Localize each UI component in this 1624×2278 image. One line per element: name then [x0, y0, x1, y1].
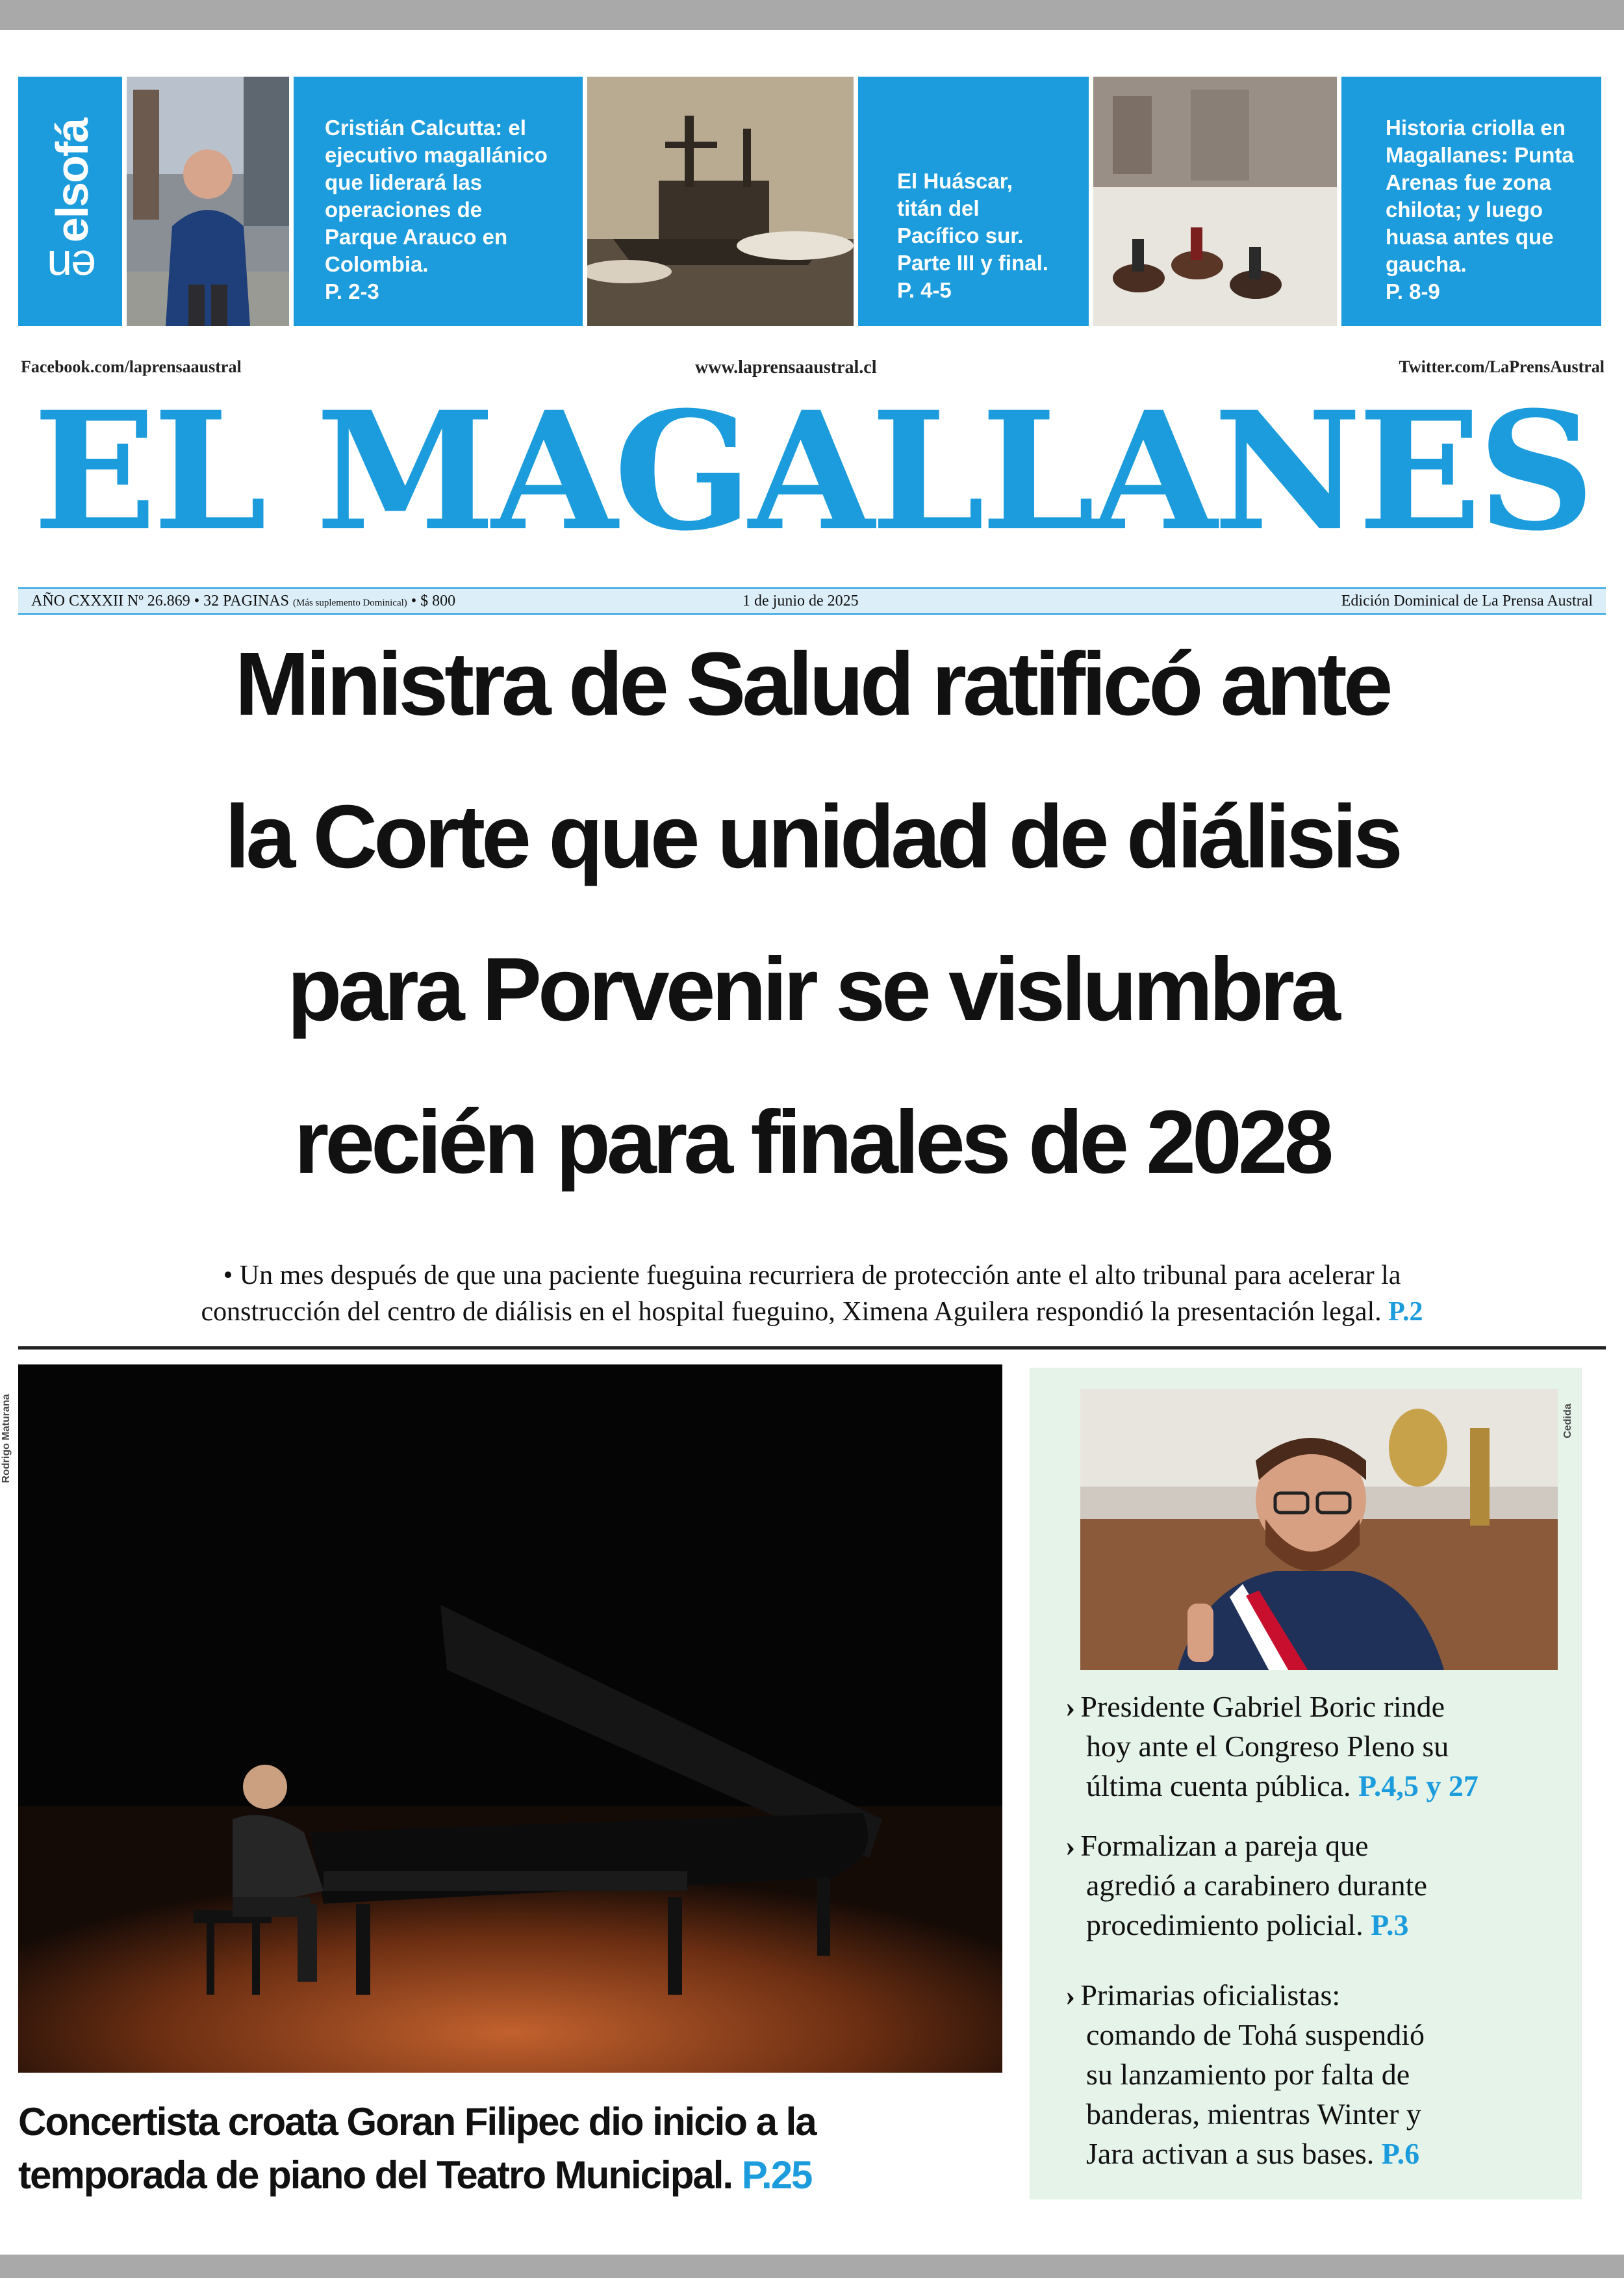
dateline-bar	[18, 587, 1606, 615]
promo-1-line: Parque Arauco en	[325, 225, 508, 249]
brief-line: Formalizan a pareja que	[1080, 1829, 1369, 1862]
brief-line: última cuenta pública.	[1086, 1769, 1351, 1802]
promo-1-line: que liderará las	[325, 170, 483, 194]
brief-item-boric[interactable]	[1065, 1687, 1572, 1806]
edition-info-group	[31, 593, 455, 610]
brief-line: comando de Tohá suspendió	[1086, 2018, 1425, 2051]
caption-line: Concertista croata Goran Filipec dio inicio a la	[18, 2100, 816, 2144]
promo-3-line: huasa antes que	[1386, 225, 1554, 249]
lead-line: • Un mes después de que una paciente fueguina recurriera de protección ante el alto tribunal para acelerar la	[223, 1261, 1401, 1290]
main-lead	[71, 1257, 1553, 1330]
brief-line: procedimiento policial.	[1086, 1908, 1364, 1941]
promo-photo-riders[interactable]	[1093, 77, 1337, 326]
promo-3-line: chilota; y luego	[1386, 198, 1543, 222]
photo-caption[interactable]	[18, 2095, 1019, 2202]
brief-line: hoy ante el Congreso Pleno su	[1086, 1730, 1449, 1763]
piano-photo[interactable]	[18, 1364, 1002, 2073]
edition-info: AÑO CXXXII Nº 26.869 • 32 PAGINAS	[31, 593, 289, 609]
photo-credit: Rodrigo Maturana	[1, 1394, 12, 1483]
brief-line: banderas, mientras Winter y	[1086, 2097, 1421, 2131]
brand-prefix: en	[48, 241, 96, 292]
promo-photo-executive[interactable]	[127, 77, 289, 326]
promo-3-line: Magallanes: Punta	[1386, 143, 1574, 167]
promo-1-line: ejecutivo magallánico	[325, 143, 548, 167]
scan-border-top	[0, 0, 1624, 30]
promo-2-line: El Huáscar,	[897, 169, 1013, 193]
brief-page-ref[interactable]: P.6	[1381, 2137, 1420, 2170]
brief-page-ref[interactable]: P.3	[1371, 1908, 1409, 1941]
brief-page-ref[interactable]: P.4,5 y 27	[1358, 1769, 1478, 1802]
promo-photo-huascar[interactable]	[587, 77, 854, 326]
promo-1-line: operaciones de	[325, 198, 483, 222]
brief-item-carabinero[interactable]	[1065, 1826, 1572, 1945]
promo-card-2[interactable]	[858, 77, 1089, 326]
section-divider	[18, 1346, 1606, 1350]
promo-1-line: Colombia.	[325, 252, 429, 276]
chevron-right-icon: ›	[1065, 1829, 1076, 1862]
brief-line: Primarias oficialistas:	[1080, 1978, 1341, 2012]
headline-line: Ministra de Salud ratificó ante	[235, 634, 1389, 734]
brief-line: su lanzamiento por falta de	[1086, 2058, 1410, 2091]
promo-1-page: P. 2-3	[325, 279, 379, 303]
price: • $ 800	[411, 593, 456, 609]
headline-line: recién para finales de 2028	[294, 1092, 1330, 1192]
sidebar-photo-credit: Cedida	[1562, 1403, 1573, 1439]
brief-line: agredió a carabinero durante	[1086, 1869, 1427, 1902]
website-link[interactable]: www.laprensaaustral.cl	[695, 357, 877, 378]
headline-line: la Corte que unidad de diálisis	[225, 787, 1399, 887]
newspaper-title: EL MAGALLANES	[32, 376, 1592, 567]
promo-3-line: Historia criolla en	[1386, 116, 1566, 140]
president-photo[interactable]	[1080, 1389, 1558, 1670]
promo-2-line: Parte III y final.	[897, 251, 1048, 275]
brief-item-primarias[interactable]	[1065, 1975, 1572, 2173]
issue-date: 1 de junio de 2025	[742, 593, 859, 609]
scan-border-bottom	[0, 2255, 1624, 2278]
caption-line: temporada de piano del Teatro Municipal.	[18, 2153, 733, 2197]
brand-enelsofa	[23, 91, 121, 318]
facebook-link[interactable]: Facebook.com/laprensaaustral	[21, 357, 242, 376]
promo-2-line: titán del	[897, 196, 980, 220]
promo-3-line: Arenas fue zona	[1386, 170, 1551, 194]
brand-main: elsofá	[47, 118, 97, 243]
edition-name: Edición Dominical de La Prensa Austral	[1341, 593, 1593, 609]
brief-line: Jara activan a sus bases.	[1086, 2137, 1375, 2170]
promo-3-line: gaucha.	[1386, 252, 1467, 276]
chevron-right-icon: ›	[1065, 1978, 1076, 2012]
promo-2-line: Pacífico sur.	[897, 224, 1024, 248]
promo-3-page: P. 8-9	[1386, 279, 1440, 303]
sidebar-credit-rotated	[1560, 1390, 1576, 1455]
lead-line: construcción del centro de diálisis en el hospital fueguino, Ximena Aguilera respondió la presentación legal.	[201, 1297, 1382, 1327]
caption-page-ref[interactable]: P.25	[741, 2153, 812, 2197]
chevron-right-icon: ›	[1065, 1690, 1076, 1723]
main-headline[interactable]	[97, 634, 1527, 1192]
photo-credit-rotated	[0, 1371, 16, 1507]
promo-card-1[interactable]	[294, 77, 583, 326]
supplement-note: (Más suplemento Dominical)	[292, 598, 407, 608]
promo-1-line: Cristián Calcutta: el	[325, 116, 526, 140]
promo-card-3[interactable]	[1341, 77, 1601, 326]
headline-line: para Porvenir se vislumbra	[287, 940, 1337, 1040]
lead-page-ref[interactable]: P.2	[1388, 1297, 1423, 1327]
twitter-link[interactable]: Twitter.com/LaPrensAustral	[1399, 357, 1605, 376]
brief-line: Presidente Gabriel Boric rinde	[1080, 1690, 1445, 1723]
promo-2-page: P. 4-5	[897, 278, 952, 302]
